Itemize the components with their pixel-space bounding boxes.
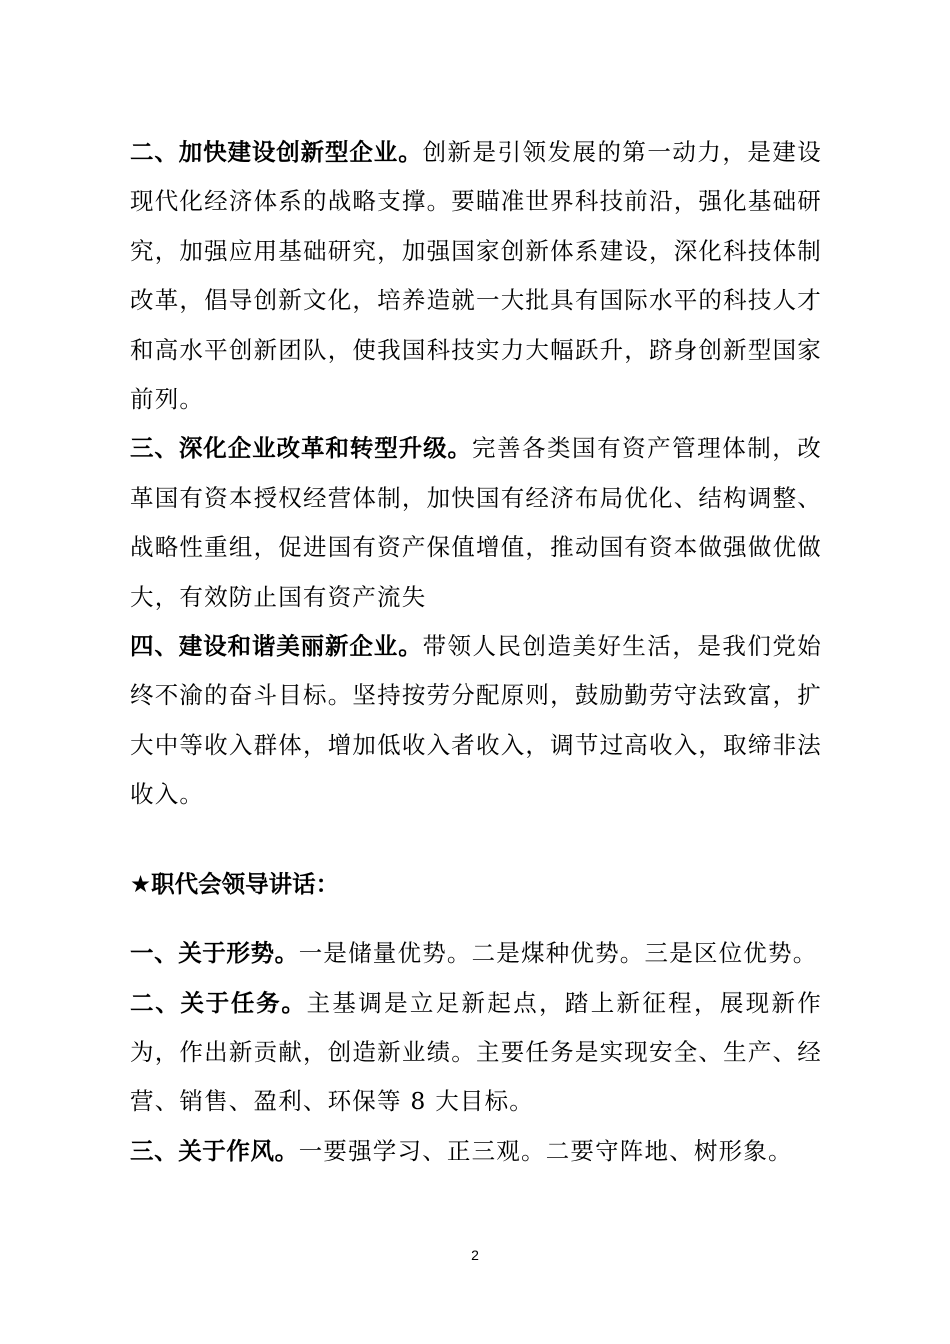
speech-body: 一要强学习、正三观。二要守阵地、树形象。 bbox=[298, 1136, 793, 1165]
speech-paragraph bbox=[130, 1127, 822, 1176]
page-number: 2 bbox=[471, 1247, 479, 1263]
speech-heading: 一、关于形势。 bbox=[130, 939, 299, 968]
section-heading: 三、深化企业改革和转型升级。 bbox=[130, 434, 472, 463]
speech-paragraph bbox=[130, 929, 822, 978]
section-heading: 四、建设和谐美丽新企业。 bbox=[130, 632, 423, 661]
section-body: 完善各类国有资产管理体制，改革国有资本授权经营体制，加快国有经济布局优化、结构调整、战略性重组，促进国有资产保值增值，推动国有资本做强做优做大，有效防止国有资产流失 bbox=[130, 434, 822, 611]
section-paragraph bbox=[130, 622, 822, 820]
spacer bbox=[130, 820, 822, 860]
speech-heading: 三、关于作风。 bbox=[130, 1136, 299, 1165]
section-paragraph bbox=[130, 424, 822, 622]
speech-heading: 二、关于任务。 bbox=[130, 988, 307, 1017]
speech-paragraph bbox=[130, 979, 822, 1127]
section-heading: 二、加快建设创新型企业。 bbox=[130, 138, 423, 166]
section-paragraph bbox=[130, 128, 822, 424]
spacer bbox=[130, 909, 822, 929]
section-body: 创新是引领发展的第一动力，是建设现代化经济体系的战略支撑。要瞄准世界科技前沿，强化基础研究，加强应用基础研究，加强国家创新体系建设，深化科技体制改革，倡导创新文化，培养造就一大批具有国际水平的科技人才和高水平创新团队，使我国科技实力大幅跃升，跻身创新型国家前列。 bbox=[130, 138, 822, 414]
document-body bbox=[130, 128, 822, 1176]
section-body: 带领人民创造美好生活，是我们党始终不渝的奋斗目标。坚持按劳分配原则，鼓励勤劳守法致富，扩大中等收入群体，增加低收入者收入，调节过高收入，取缔非法收入。 bbox=[130, 632, 822, 809]
speech-body: 一是储量优势。二是煤种优势。三是区位优势。 bbox=[298, 939, 818, 968]
speech-title: ★职代会领导讲话： bbox=[130, 869, 340, 898]
speech-body: 主基调是立足新起点，踏上新征程，展现新作为，作出新贡献，创造新业绩。主要任务是实现安全、生产、经营、销售、盈利、环保等 8 大目标。 bbox=[130, 988, 823, 1116]
